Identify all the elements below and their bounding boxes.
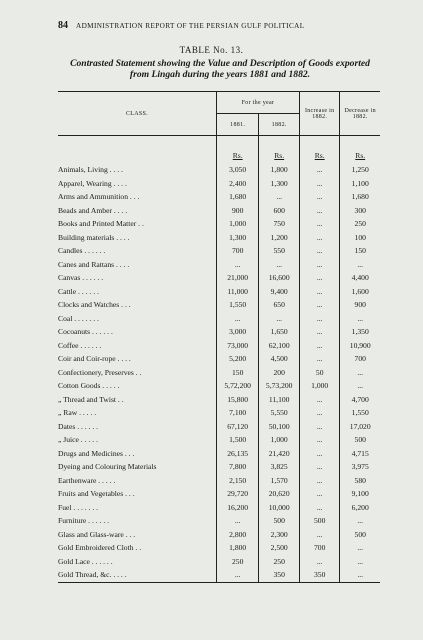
decrease-cell: 580 (340, 474, 380, 488)
value-1882-cell: 1,200 (259, 231, 300, 245)
class-cell: Arms and Ammunition . . . (58, 192, 140, 201)
increase-cell: ... (299, 271, 339, 285)
decrease-cell: 100 (340, 231, 380, 245)
value-1882-cell: 1,800 (259, 163, 300, 177)
table-row (58, 568, 380, 582)
increase-cell: ... (299, 487, 339, 501)
unit-increase: Rs. (299, 136, 339, 164)
table-row (58, 258, 380, 272)
column-header-1881: 1881. (216, 114, 258, 136)
decrease-cell: 1,600 (340, 285, 380, 299)
class-cell: Cocoanuts . . . . . . (58, 327, 113, 336)
value-1882-cell: ... (259, 312, 300, 326)
table-title-line-2: from Lingah during the years 1881 and 1882. (129, 69, 311, 80)
class-cell: Dyeing and Colouring Materials (58, 462, 157, 471)
decrease-cell: 4,400 (340, 271, 380, 285)
decrease-cell: 9,100 (340, 487, 380, 501)
increase-cell: ... (299, 244, 339, 258)
increase-cell: ... (299, 258, 339, 272)
value-1881-cell: ... (216, 312, 258, 326)
class-cell: Gold Thread, &c. . . . . (58, 568, 216, 582)
increase-cell: ... (299, 298, 339, 312)
decrease-cell: ... (340, 514, 380, 528)
decrease-cell: 10,900 (340, 339, 380, 353)
table-row (58, 541, 380, 555)
increase-cell: ... (299, 190, 339, 204)
class-cell: Dates . . . . . . (58, 421, 99, 431)
increase-cell: ... (299, 339, 339, 353)
decrease-cell: 1,550 (340, 406, 380, 420)
table-row (58, 271, 380, 285)
table-row (58, 325, 380, 339)
value-1882-cell: 1,570 (259, 474, 300, 488)
increase-cell: ... (299, 325, 339, 339)
class-cell: Beads and Amber . . . . (58, 205, 128, 215)
decrease-cell: ... (340, 366, 380, 380)
value-1882-cell: 2,300 (259, 528, 300, 542)
value-1882-cell: 250 (259, 555, 300, 569)
increase-cell: 500 (299, 514, 339, 528)
value-1882-cell: 500 (259, 514, 300, 528)
value-1882-cell: 11,100 (259, 393, 300, 407)
class-cell: Canes and Rattans . . . . (58, 259, 130, 269)
value-1881-cell: 5,72,200 (216, 379, 258, 393)
class-cell: Furniture . . . . . . (58, 516, 110, 525)
value-1881-cell: 1,680 (216, 190, 258, 204)
value-1882-cell: 16,600 (259, 271, 300, 285)
increase-cell: ... (299, 447, 339, 461)
increase-cell: ... (299, 163, 339, 177)
value-1882-cell: 650 (259, 298, 300, 312)
value-1881-cell: 16,200 (216, 501, 258, 515)
table-number: TABLE No. 13. (179, 45, 244, 55)
value-1881-cell: 7,800 (216, 460, 258, 474)
increase-cell: 700 (299, 541, 339, 555)
table-row (58, 433, 380, 447)
class-cell: „ Juice . . . . . (58, 435, 98, 444)
decrease-cell: 1,100 (340, 177, 380, 191)
running-header (58, 22, 378, 31)
class-cell: Candles . . . . . . (58, 246, 106, 255)
table-row (58, 528, 380, 542)
table-row (58, 447, 380, 461)
class-cell: Fuel . . . . . . . (58, 502, 99, 512)
class-cell: Cattle . . . . . . (58, 286, 99, 296)
table-row (58, 285, 380, 299)
increase-cell: ... (299, 352, 339, 366)
class-cell: Clocks and Watches . . . (58, 300, 131, 309)
running-title: ADMINISTRATION REPORT OF THE PERSIAN GULF POLITICAL (76, 22, 305, 30)
column-header-increase: Increase in 1882. (299, 92, 339, 136)
table-row (58, 339, 380, 353)
table-row (58, 501, 380, 515)
decrease-cell: 3,975 (340, 460, 380, 474)
increase-cell: ... (299, 420, 339, 434)
value-1882-cell: 62,100 (259, 339, 300, 353)
class-cell: Fruits and Vegetables . . . (58, 489, 135, 498)
table-row (58, 379, 380, 393)
class-cell: Gold Embroidered Cloth . . (58, 543, 142, 552)
class-cell: Building materials . . . . (58, 232, 130, 242)
units-row (58, 136, 380, 164)
value-1881-cell: 5,200 (216, 352, 258, 366)
value-1881-cell: 250 (216, 555, 258, 569)
class-cell: Drugs and Medicines . . . (58, 448, 135, 458)
value-1882-cell: 200 (259, 366, 300, 380)
decrease-cell: ... (340, 541, 380, 555)
increase-cell: ... (299, 433, 339, 447)
value-1881-cell: 67,120 (216, 420, 258, 434)
class-cell: Earthenware . . . . . (58, 475, 116, 485)
value-1882-cell: 10,000 (259, 501, 300, 515)
value-1881-cell: 1,000 (216, 217, 258, 231)
decrease-cell: ... (340, 258, 380, 272)
decrease-cell: 300 (340, 204, 380, 218)
value-1881-cell: 1,800 (216, 541, 258, 555)
value-1881-cell: 2,150 (216, 474, 258, 488)
decrease-cell: ... (340, 312, 380, 326)
decrease-cell: 17,020 (340, 420, 380, 434)
class-cell: Coal . . . . . . . (58, 313, 99, 323)
value-1881-cell: 3,050 (216, 163, 258, 177)
decrease-cell: 700 (340, 352, 380, 366)
value-1881-cell: 900 (216, 204, 258, 218)
class-cell: Canvas . . . . . . (58, 273, 104, 282)
value-1882-cell: 550 (259, 244, 300, 258)
value-1882-cell: ... (259, 258, 300, 272)
value-1882-cell: 5,550 (259, 406, 300, 420)
table-row (58, 352, 380, 366)
increase-cell: ... (299, 406, 339, 420)
value-1882-cell: 1,300 (259, 177, 300, 191)
value-1881-cell: 29,720 (216, 487, 258, 501)
column-header-for-the-year: For the year (216, 92, 299, 114)
table-row (58, 393, 380, 407)
class-cell: „ Thread and Twist . . (58, 394, 124, 404)
increase-cell: ... (299, 460, 339, 474)
table-row (58, 177, 380, 191)
table-row (58, 231, 380, 245)
table-row (58, 217, 380, 231)
increase-cell: 50 (299, 366, 339, 380)
value-1881-cell: 11,000 (216, 285, 258, 299)
value-1882-cell: 3,825 (259, 460, 300, 474)
value-1881-cell: 1,500 (216, 433, 258, 447)
increase-cell: ... (299, 528, 339, 542)
value-1882-cell: 600 (259, 204, 300, 218)
table-row (58, 190, 380, 204)
table-row (58, 406, 380, 420)
value-1882-cell: 2,500 (259, 541, 300, 555)
value-1882-cell: ... (259, 190, 300, 204)
value-1882-cell: 21,420 (259, 447, 300, 461)
decrease-cell: 1,250 (340, 163, 380, 177)
table-row (58, 163, 380, 177)
increase-cell: ... (299, 285, 339, 299)
class-cell: Apparel, Wearing . . . . (58, 178, 127, 188)
decrease-cell: ... (340, 555, 380, 569)
decrease-cell: ... (340, 379, 380, 393)
value-1882-cell: 9,400 (259, 285, 300, 299)
decrease-cell: 150 (340, 244, 380, 258)
value-1881-cell: 21,000 (216, 271, 258, 285)
unit-1882: Rs. (259, 136, 300, 164)
increase-cell: 1,000 (299, 379, 339, 393)
decrease-cell: 4,715 (340, 447, 380, 461)
class-cell: „ Raw . . . . . (58, 408, 97, 417)
increase-cell: ... (299, 474, 339, 488)
class-cell: Confectionery, Preserves . . (58, 367, 142, 377)
unit-1881: Rs. (216, 136, 258, 164)
value-1881-cell: 1,550 (216, 298, 258, 312)
increase-cell: ... (299, 217, 339, 231)
increase-cell: ... (299, 231, 339, 245)
value-1882-cell: 350 (259, 568, 300, 582)
value-1881-cell: 3,000 (216, 325, 258, 339)
increase-cell: ... (299, 393, 339, 407)
value-1882-cell: 4,500 (259, 352, 300, 366)
table-row (58, 298, 380, 312)
increase-cell: ... (299, 555, 339, 569)
value-1881-cell: 26,135 (216, 447, 258, 461)
value-1881-cell: 1,300 (216, 231, 258, 245)
class-cell: Cotton Goods . . . . . (58, 381, 120, 390)
increase-cell: ... (299, 501, 339, 515)
column-header-decrease: Decrease in 1882. (340, 92, 380, 136)
table-row (58, 244, 380, 258)
table-row (58, 312, 380, 326)
value-1881-cell: ... (216, 568, 258, 582)
column-header-class: CLASS. (58, 92, 216, 136)
class-cell: Books and Printed Matter . . (58, 219, 144, 228)
decrease-cell: 500 (340, 528, 380, 542)
increase-cell: ... (299, 177, 339, 191)
value-1881-cell: 15,800 (216, 393, 258, 407)
column-header-1882: 1882. (259, 114, 300, 136)
table-row (58, 487, 380, 501)
value-1881-cell: ... (216, 258, 258, 272)
decrease-cell: 900 (340, 298, 380, 312)
table-row (58, 555, 380, 569)
value-1881-cell: 700 (216, 244, 258, 258)
table-title-line-1: Contrasted Statement showing the Value and Description of Goods exported (70, 58, 370, 69)
decrease-cell: 500 (340, 433, 380, 447)
value-1882-cell: 20,620 (259, 487, 300, 501)
value-1881-cell: 150 (216, 366, 258, 380)
value-1882-cell: 50,100 (259, 420, 300, 434)
decrease-cell: 6,200 (340, 501, 380, 515)
increase-cell: 350 (299, 568, 339, 582)
decrease-cell: 1,680 (340, 190, 380, 204)
decrease-cell: 1,350 (340, 325, 380, 339)
table-row (58, 204, 380, 218)
value-1881-cell: 2,400 (216, 177, 258, 191)
table-row (58, 420, 380, 434)
value-1881-cell: 2,800 (216, 528, 258, 542)
value-1881-cell: 7,100 (216, 406, 258, 420)
decrease-cell: 250 (340, 217, 380, 231)
class-cell: Coffee . . . . . . (58, 340, 102, 350)
table-body (58, 136, 380, 583)
table-row (58, 460, 380, 474)
value-1881-cell: ... (216, 514, 258, 528)
value-1881-cell: 73,000 (216, 339, 258, 353)
exports-table (58, 91, 380, 583)
increase-cell: ... (299, 312, 339, 326)
table-row (58, 366, 380, 380)
unit-decrease: Rs. (340, 136, 380, 164)
decrease-cell: 4,700 (340, 393, 380, 407)
value-1882-cell: 1,650 (259, 325, 300, 339)
increase-cell: ... (299, 204, 339, 218)
table-row (58, 474, 380, 488)
class-cell: Animals, Living . . . . (58, 165, 123, 174)
page-number: 84 (58, 20, 68, 31)
decrease-cell: ... (340, 568, 380, 582)
value-1882-cell: 750 (259, 217, 300, 231)
table-row (58, 514, 380, 528)
class-cell: Glass and Glass-ware . . . (58, 529, 136, 539)
value-1882-cell: 5,73,200 (259, 379, 300, 393)
class-cell: Coir and Coir-rope . . . . (58, 354, 131, 363)
table-title (60, 58, 380, 80)
value-1882-cell: 1,000 (259, 433, 300, 447)
class-cell: Gold Lace . . . . . . (58, 556, 113, 566)
